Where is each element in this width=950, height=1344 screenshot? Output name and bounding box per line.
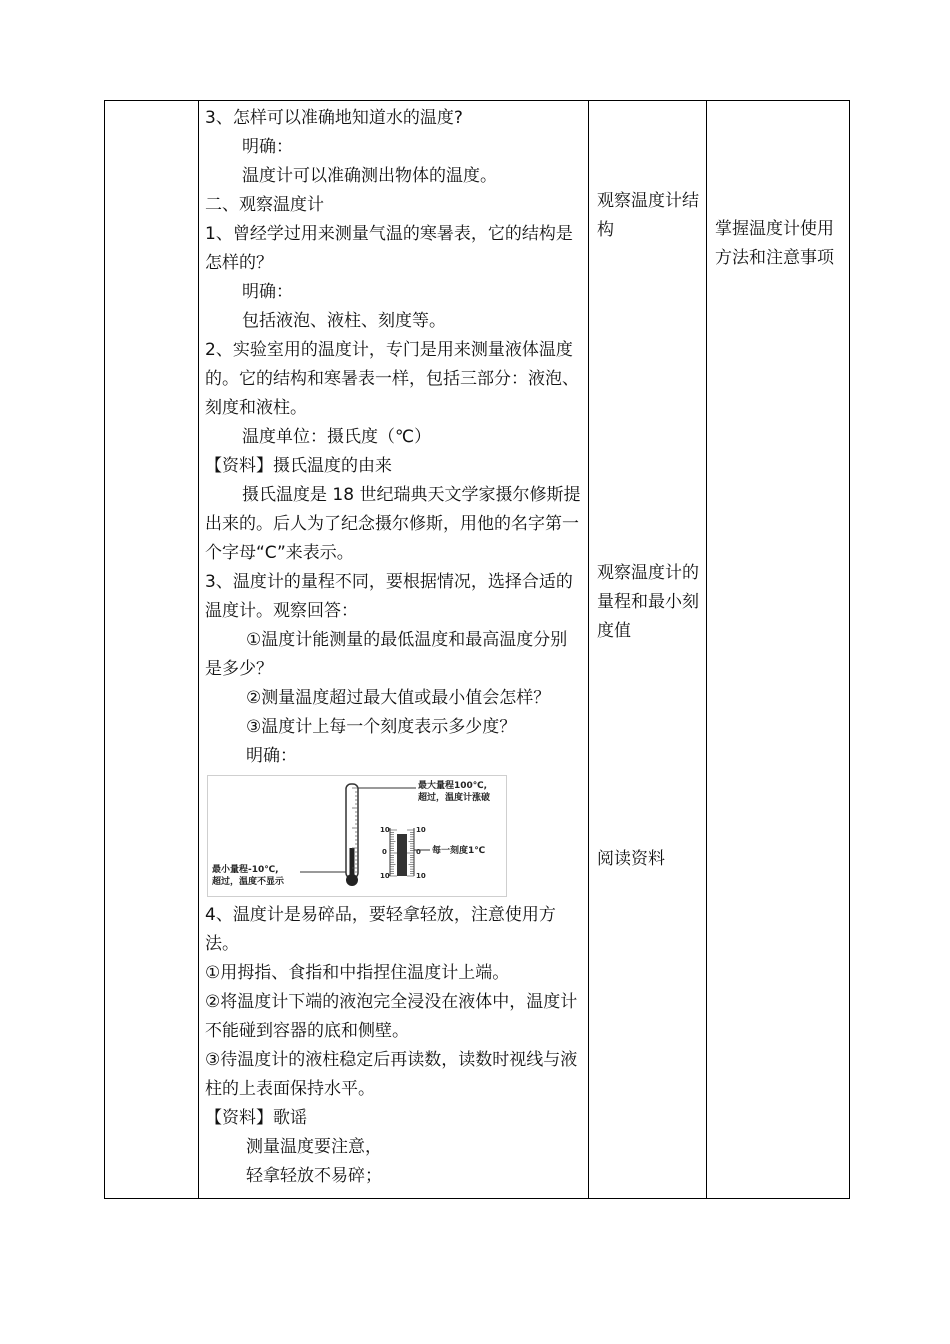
tick-label: 10 [380,872,390,880]
zoom-liquid-column [397,834,407,876]
content-line: 明确： [242,282,293,302]
content-line: 4、温度计是易碎品，要轻拿轻放，注意使用方法。 [205,905,556,954]
student-activity [589,101,706,1198]
tick-label: 10 [380,826,390,834]
content-line: 轻拿轻放不易碎； [246,1166,382,1186]
student-activity-cell [589,101,707,1199]
content-line: 【资料】摄氏温度的由来 [205,456,392,476]
content-line: ①温度计能测量的最低温度和最高温度分别是多少？ [205,630,568,679]
section-heading: 二、观察温度计 [205,195,324,215]
purpose-text: 掌握温度计使用方法和注意事项 [715,219,834,268]
min-range-label: 最小量程-10℃, [212,865,279,875]
content-line: 2、实验室用的温度计，专门是用来测量液体温度的。它的结构和寒暑表一样，包括三部分：液泡、刻度和液柱。 [205,340,579,418]
max-range-label: 最大量程100℃, [418,781,488,791]
design-purpose [707,101,849,1198]
content-line: 温度单位：摄氏度（℃） [242,427,432,447]
content-line: 温度计可以准确测出物体的温度。 [242,166,497,186]
content-line: 3、怎样可以准确地知道水的温度? [205,108,463,128]
content-line: 包括液泡、液柱、刻度等。 [242,311,446,331]
step-label: 每一刻度1℃ [432,846,486,856]
content-line: 3、温度计的量程不同，要根据情况，选择合适的温度计。观察回答： [205,572,573,621]
tick-label: 10 [416,826,426,834]
content-line: 测量温度要注意， [246,1137,382,1157]
tick-label: 0 [382,848,387,856]
content-line: 摄氏温度是 18 世纪瑞典天文学家摄尔修斯提出来的。后人为了纪念摄尔修斯，用他的名字第一个字母“C”来表示。 [205,485,581,563]
lesson-plan-table [104,100,850,1199]
teaching-content-cell [199,101,589,1199]
thermometer-diagram [208,776,506,896]
content-line: 明确： [246,746,297,766]
tick-label: 0 [416,848,421,856]
blank-column-cell [105,101,199,1199]
content-line: ③待温度计的液柱稳定后再读数，读数时视线与液柱的上表面保持水平。 [205,1050,578,1099]
max-range-note: 超过，温度计涨破 [418,793,491,803]
activity-text: 观察温度计结构 [597,191,699,240]
thermometer-figure [207,775,507,897]
content-line: 1、曾经学过用来测量气温的寒暑表，它的结构是怎样的？ [205,224,573,273]
activity-text: 观察温度计的量程和最小刻度值 [597,563,699,641]
content-line: ②将温度计下端的液泡完全浸没在液体中，温度计不能碰到容器的底和侧壁。 [205,992,578,1041]
teaching-content [199,101,588,1191]
design-purpose-cell [707,101,850,1199]
min-range-note: 超过，温度不显示 [212,877,285,887]
tick-label: 10 [416,872,426,880]
activity-text: 阅读资料 [597,849,665,869]
content-line: 【资料】歌谣 [205,1108,307,1128]
content-line: ②测量温度超过最大值或最小值会怎样？ [246,688,551,708]
table-row [105,101,850,1199]
content-line: ③温度计上每一个刻度表示多少度？ [246,717,517,737]
content-line: ①用拇指、食指和中指捏住温度计上端。 [205,963,510,983]
liquid-bulb [346,874,358,886]
content-line: 明确： [242,137,293,157]
